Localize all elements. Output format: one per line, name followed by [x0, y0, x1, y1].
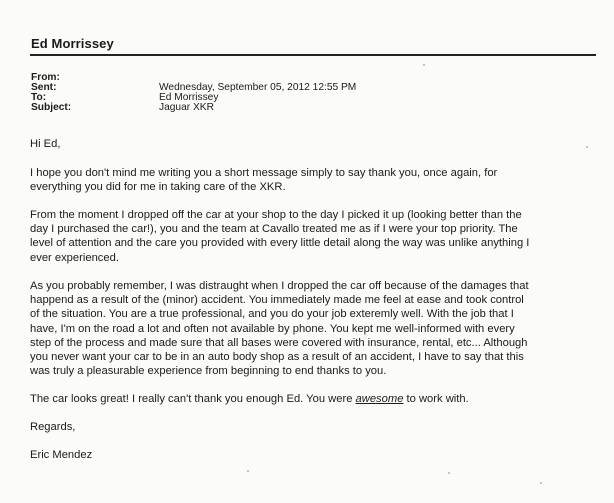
paragraph-line: was truly a pleasurable experience from beginning to end thanks to you. [30, 365, 387, 378]
paragraph-line: ever experienced. [30, 251, 119, 264]
greeting: Hi Ed, [30, 138, 61, 150]
body-paragraph-2 [30, 208, 602, 265]
emphasized-word: awesome [355, 393, 404, 405]
final-text-before: The car looks great! I really can't thank you enough Ed. You were [30, 393, 356, 405]
scan-speck [448, 472, 450, 474]
subject-value: Jaguar XKR [159, 102, 214, 113]
sender-name: Ed Morrissey [31, 36, 114, 51]
paragraph-line: As you probably remember, I was distraught when I dropped the car off because of the damages that [30, 280, 529, 292]
paragraph-line: of the situation. You are a true professional, and you do your job exteremly well. With the job that I [30, 308, 514, 321]
paragraph-line: have, I'm on the road a lot and often not available by phone. You kept me well-informed with every [30, 322, 515, 335]
to-value: Ed Morrissey [159, 92, 219, 103]
body-paragraph-4 [30, 392, 602, 406]
scan-speck [586, 146, 588, 148]
paragraph-line [30, 392, 602, 406]
paragraph-line: day I purchased the car!), you and the team at Cavallo treated me as if I were your top priority. The [30, 223, 518, 236]
paragraph-line: From the moment I dropped off the car at your shop to the day I picked it up (looking better than the [30, 209, 522, 221]
header-divider [30, 54, 596, 56]
paragraph-line: everything you did for me in taking care of the XKR. [30, 181, 286, 194]
paragraph-line: happend as a result of the (minor) accident. You immediately made me feel at ease and took control [30, 294, 524, 307]
paragraph-line: step of the process and made sure that all bases were covered with insurance, rental, etc... Although [30, 336, 528, 349]
subject-label: Subject: [31, 102, 72, 113]
to-label: To: [31, 92, 47, 103]
body-paragraph-3 [30, 279, 602, 378]
paragraph-line: level of attention and the care you provided with every little detail along the way was unlike anything I [30, 237, 530, 250]
paragraph-line: I hope you don't mind me writing you a short message simply to say thank you, once again, for [30, 167, 498, 179]
body-paragraph-1 [30, 166, 602, 194]
scan-speck [423, 64, 425, 66]
paragraph-line: you never want your car to be in an auto body shop as a result of an accident, I have to say that this [30, 351, 524, 364]
sent-value: Wednesday, September 05, 2012 12:55 PM [159, 82, 357, 93]
final-text-after: to work with. [403, 393, 469, 405]
scan-speck [540, 482, 542, 484]
closing: Regards, [30, 421, 76, 433]
signature: Eric Mendez [30, 449, 93, 461]
sent-label: Sent: [31, 82, 57, 93]
from-label: From: [31, 72, 60, 83]
scan-speck [247, 470, 249, 472]
